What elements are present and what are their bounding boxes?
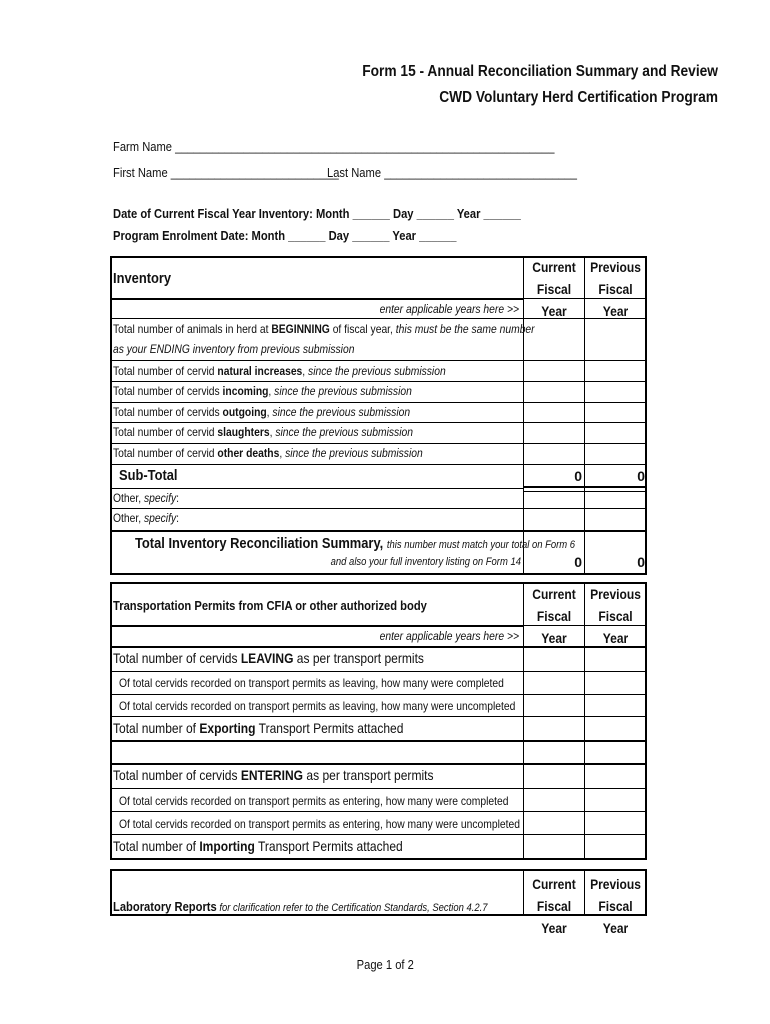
entering-uncompleted-row: Of total cervids recorded on transport permits as entering, how many were uncompleted — [119, 817, 520, 831]
inventory-row: Total number of cervids incoming, since the previous submission — [113, 384, 412, 398]
inventory-row: Total number of animals in herd at BEGINNING of fiscal year, this must be the same number — [113, 322, 535, 336]
inventory-heading: Inventory — [113, 270, 172, 287]
tr-current-header: Current Fiscal Year — [532, 586, 576, 646]
enrolment-date-line[interactable]: Program Enrolment Date: Month ______ Day ______ Year ______ — [113, 228, 457, 243]
inventory-row: as your ENDING inventory from previous submission — [113, 342, 355, 356]
exporting-row: Total number of Exporting Transport Permits attached — [113, 720, 404, 736]
subtotal-current-value: 0 — [574, 468, 582, 484]
tr-years-hint: enter applicable years here >> — [379, 629, 519, 643]
farm-name-label: Farm Name — [113, 139, 173, 154]
last-name-label: Last Name — [327, 165, 382, 180]
total-note-2: and also your full inventory listing on Form 14 — [330, 556, 521, 568]
lab-heading: Laboratory Reports for clarification refer to the Certification Standards, Section 4.2.7 — [113, 899, 488, 914]
program-subtitle: CWD Voluntary Herd Certification Program — [439, 89, 718, 106]
farm-name-field[interactable]: _____________________________________________________________ — [175, 139, 555, 154]
importing-row: Total number of Importing Transport Permits attached — [113, 838, 403, 854]
subtotal-label: Sub-Total — [119, 467, 178, 484]
inventory-row: Total number of cervid natural increases, since the previous submission — [113, 364, 446, 378]
first-name-line — [113, 165, 339, 180]
total-current-value: 0 — [574, 554, 582, 570]
farm-name-line — [113, 139, 554, 154]
inv-previous-header: Previous Fiscal Year — [590, 259, 641, 319]
inventory-row: Total number of cervids outgoing, since the previous submission — [113, 405, 411, 419]
total-previous-value: 0 — [637, 554, 645, 570]
other-specify-2[interactable]: Other, specify: — [113, 511, 179, 525]
tr-previous-header: Previous Fiscal Year — [590, 586, 641, 646]
form-title: Form 15 - Annual Reconciliation Summary and Review — [362, 63, 718, 80]
first-name-field[interactable]: ___________________________ — [170, 165, 339, 180]
page-number: Page 1 of 2 — [356, 957, 414, 972]
entering-row: Total number of cervids ENTERING as per transport permits — [113, 767, 434, 783]
inventory-date-line[interactable]: Date of Current Fiscal Year Inventory: Month ______ Day ______ Year ______ — [113, 206, 521, 221]
lab-current-header: Current Fiscal Year — [532, 876, 576, 936]
first-name-label: First Name — [113, 165, 168, 180]
subtotal-previous-value: 0 — [637, 468, 645, 484]
leaving-completed-row: Of total cervids recorded on transport permits as leaving, how many were completed — [119, 676, 504, 690]
inventory-row: Total number of cervid other deaths, since the previous submission — [113, 446, 423, 460]
inventory-row: Total number of cervid slaughters, since the previous submission — [113, 425, 413, 439]
last-name-line — [327, 165, 577, 180]
entering-completed-row: Of total cervids recorded on transport permits as entering, how many were completed — [119, 794, 509, 808]
leaving-uncompleted-row: Of total cervids recorded on transport permits as leaving, how many were uncompleted — [119, 699, 516, 713]
total-reconciliation-label: Total Inventory Reconciliation Summary, this number must match your total on Form 6 — [135, 535, 576, 552]
inv-years-hint: enter applicable years here >> — [379, 302, 519, 316]
inv-current-header: Current Fiscal Year — [532, 259, 576, 319]
other-specify-1[interactable]: Other, specify: — [113, 491, 179, 505]
transport-heading: Transportation Permits from CFIA or other authorized body — [113, 598, 427, 613]
last-name-field[interactable]: _______________________________ — [384, 165, 577, 180]
lab-previous-header: Previous Fiscal Year — [590, 876, 641, 936]
leaving-row: Total number of cervids LEAVING as per transport permits — [113, 650, 424, 666]
